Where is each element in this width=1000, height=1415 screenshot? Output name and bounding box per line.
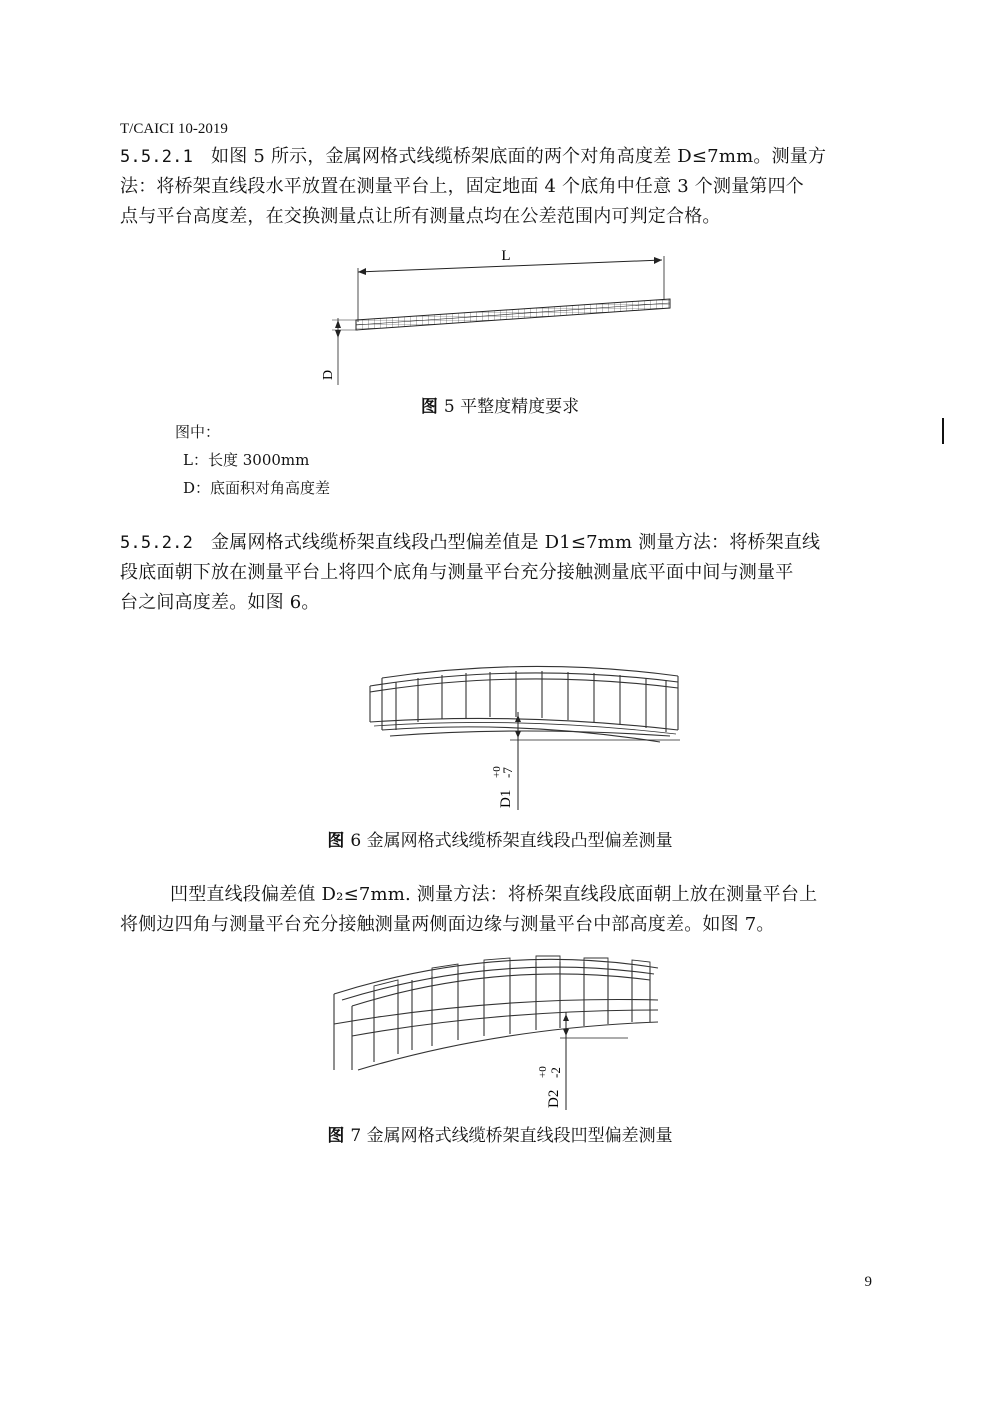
- margin-change-bar: [942, 418, 944, 444]
- label-L: L: [501, 248, 511, 264]
- section-number: 5.5.2.1: [120, 147, 194, 167]
- caption-text: 6 金属网格式线缆桥架直线段凸型偏差测量: [350, 831, 673, 851]
- caption-prefix: 图: [327, 831, 345, 851]
- figure7-drawing: [328, 950, 668, 1110]
- figure6-drawing: [360, 660, 690, 810]
- caption-prefix: 图: [327, 1126, 345, 1146]
- page-number: 9: [864, 1274, 872, 1290]
- figure5-caption: [0, 392, 1000, 417]
- d1-label: D1: [498, 789, 514, 808]
- d1-tol-lower: -7: [500, 767, 515, 778]
- para-line: 金属网格式线缆桥架直线段凸型偏差值是 D1≤7mm 测量方法：将桥架直线: [211, 532, 821, 553]
- caption-text: 5 平整度精度要求: [443, 397, 580, 417]
- para-line: 法：将桥架直线段水平放置在测量平台上，固定地面 4 个底角中任意 3 个测量第四个: [120, 176, 804, 197]
- legend-item-D: D：底面积对角高度差: [183, 479, 331, 497]
- figure7-caption: [0, 1121, 1000, 1146]
- caption-prefix: 图: [420, 397, 438, 417]
- para-line: 将侧边四角与测量平台充分接触测量两侧面边缘与测量平台中部高度差。如图 7。: [120, 914, 775, 935]
- figure5-drawing: [320, 240, 690, 390]
- caption-text: 7 金属网格式线缆桥架直线段凹型偏差测量: [350, 1126, 673, 1146]
- section-5521: [120, 142, 882, 232]
- figure6-caption: [0, 826, 1000, 851]
- para-line: 凹型直线段偏差值 D₂≤7mm. 测量方法：将桥架直线段底面朝上放在测量平台上: [170, 884, 818, 905]
- legend-title: 图中：: [175, 423, 221, 441]
- d1-tol-upper: +0: [491, 766, 503, 778]
- para-line: 如图 5 所示，金属网格式线缆桥架底面的两个对角高度差 D≤7mm。测量方: [211, 146, 827, 167]
- concave-paragraph: [120, 880, 882, 940]
- d2-tol-lower: -2: [548, 1067, 563, 1078]
- document-id: T/CAICI 10-2019: [120, 121, 228, 137]
- d2-label: D2: [546, 1089, 562, 1108]
- d2-tol-upper: +0: [537, 1066, 549, 1078]
- para-line: 点与平台高度差，在交换测量点让所有测量点均在公差范围内可判定合格。: [120, 206, 721, 227]
- section-5522: [120, 528, 882, 618]
- figure5-legend: [175, 418, 330, 502]
- section-number: 5.5.2.2: [120, 533, 194, 553]
- para-line: 段底面朝下放在测量平台上将四个底角与测量平台充分接触测量底平面中间与测量平: [120, 562, 794, 583]
- label-D: D: [321, 369, 336, 380]
- legend-item-L: L：长度 3000mm: [183, 451, 310, 469]
- para-line: 台之间高度差。如图 6。: [120, 592, 320, 613]
